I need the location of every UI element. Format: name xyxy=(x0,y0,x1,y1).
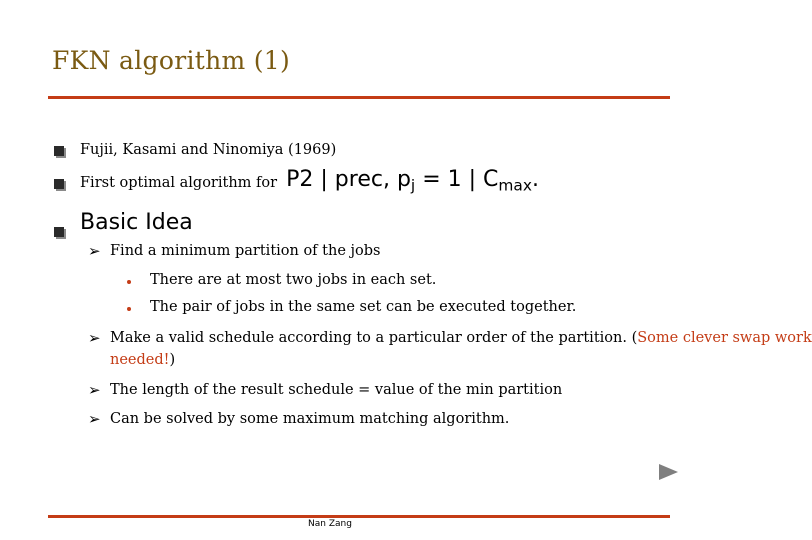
next-slide-icon[interactable] xyxy=(659,464,678,480)
bottom-divider xyxy=(48,515,670,518)
subitem-valid-schedule: Make a valid schedule according to a particular order of the partition. (Some clever swap work xyxy=(110,330,812,346)
detail-two-jobs: There are at most two jobs in each set. xyxy=(150,272,437,288)
page-title: FKN algorithm (1) xyxy=(52,46,291,75)
bullet-fujii: Fujii, Kasami and Ninomiya (1969) xyxy=(80,142,337,158)
subitem-schedule-length: The length of the result schedule = value of the min partition xyxy=(110,382,563,398)
arrow-right-icon: ➢ xyxy=(88,381,101,399)
subitem-find-partition: Find a minimum partition of the jobs xyxy=(110,243,381,259)
subitem-matching: Can be solved by some maximum matching algorithm. xyxy=(110,411,510,427)
top-divider xyxy=(48,96,670,99)
scheduling-notation: P2 | prec, $p_j = 1$ | $C_{max}$. xyxy=(286,167,539,195)
bullet-first-optimal xyxy=(80,167,539,197)
square-bullet-icon xyxy=(54,179,64,189)
dot-bullet-icon xyxy=(127,307,131,311)
dot-bullet-icon xyxy=(127,280,131,284)
subitem-valid-schedule-cont: needed!) xyxy=(110,352,176,368)
arrow-right-icon: ➢ xyxy=(88,242,101,260)
square-bullet-icon xyxy=(54,146,64,156)
footer-author: Nan Zang xyxy=(308,519,352,529)
arrow-right-icon: ➢ xyxy=(88,329,101,347)
detail-same-set: The pair of jobs in the same set can be executed together. xyxy=(150,299,577,315)
bullet-first-optimal-text: First optimal algorithm for xyxy=(80,175,278,191)
bullet-basic-idea: Basic Idea xyxy=(80,210,193,235)
arrow-right-icon: ➢ xyxy=(88,410,101,428)
square-bullet-icon xyxy=(54,227,64,237)
